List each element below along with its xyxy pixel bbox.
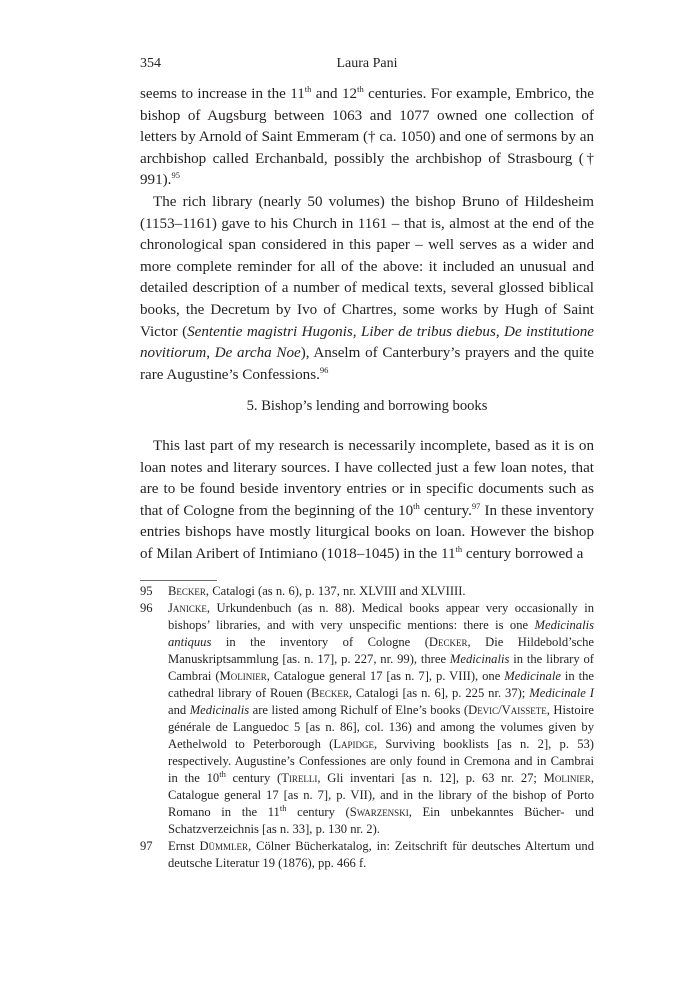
text: , Catalogi (as n. 6), p. 137, nr. XLVIII and XLVIIII. (205, 584, 466, 598)
text: and 12 (311, 86, 358, 102)
author-name: Dümmler (199, 839, 249, 853)
text: , Gli inventari [as n. 12], p. 63 nr. 27; (317, 771, 544, 785)
text: In these inventory entries bishops have mostly liturgical books on loan. However the bishop of Milan Aribert of Intimiano (1018–1045) in the 11 (140, 502, 594, 562)
work-title: Liber de tribus diebus (360, 323, 496, 340)
work-title: Medicinale I (529, 686, 594, 700)
text: , Surviving booklists [as n. 2], p. 53) respectively. Augustine’s Confessiones are only found in Cremona and in Cambrai in the 10 (168, 737, 594, 785)
text: Ernst (168, 839, 200, 853)
author-name: Molinier (219, 669, 267, 683)
footnote-97 (140, 838, 594, 872)
text: in the cathedral library of Rouen ( (168, 669, 595, 700)
paragraph-2 (140, 192, 594, 386)
work-title: Sententie magistri Hugonis (187, 323, 353, 340)
author-name: Becker (310, 686, 349, 700)
page-number: 354 (140, 56, 161, 71)
text: and (168, 703, 190, 717)
ordinal-suffix: th (455, 543, 463, 554)
paragraph-3 (140, 436, 594, 566)
work-title: Medicinalis (449, 652, 510, 666)
author-name: Lapidge (333, 737, 375, 751)
ordinal-suffix: th (279, 802, 287, 813)
text: in the library of Cambrai ( (168, 652, 594, 683)
section-heading: 5. Bishop’s lending and borrowing books (246, 398, 488, 414)
body-text (140, 84, 594, 386)
text: century borrowed a (462, 545, 584, 562)
running-head (140, 56, 594, 74)
author-name: Becker (168, 584, 206, 598)
text: ), Anselm of Canterbury’s prayers and the quite rare Augustine’s Confessions. (140, 345, 594, 383)
author-name: Molinier (543, 771, 591, 785)
footnote-ref-95[interactable]: 95 (171, 170, 180, 181)
ordinal-suffix: th (304, 83, 312, 94)
text: , Die Hildebold’sche Manuskriptsammlung [as. n. 17], p. 227, nr. 99), three (168, 635, 594, 666)
text: , Catalogue general 17 [as n. 7], p. VII), and in the library of the bishop of Porto Romano in the 11 (168, 771, 594, 819)
text: century ( (286, 805, 350, 819)
author-name: Devic/Vaissete (468, 703, 547, 717)
work-title: Medicinale (504, 669, 561, 683)
text: , Urkundenbuch (as n. 88). Medical books appear very occasionally in bishops’ libraries, and with very unspecific mentions: there is one (168, 601, 594, 632)
section-body (140, 436, 594, 566)
text: century. (419, 502, 472, 519)
footnote-ref-96[interactable]: 96 (319, 364, 329, 375)
work-title: Medicinalis antiquus (168, 618, 594, 649)
text: , (206, 345, 215, 362)
ordinal-suffix: th (413, 500, 420, 511)
text: , (352, 323, 361, 340)
ordinal-suffix: th (219, 768, 226, 779)
footnote-95 (140, 583, 594, 600)
footnote-number: 95 (140, 584, 153, 598)
text: century ( (225, 771, 282, 785)
text: , Catalogue general 17 [as n. 7], p. VIII), one (266, 669, 505, 683)
author-name: Swarzenski (349, 805, 409, 819)
text: The rich library (nearly 50 volumes) the bishop Bruno of Hildesheim (1153–1161) gave to his Church in 1161 – that is, almost at the end of the chronological span considered in this paper – well serves as a wider and more complete reminder for all of the above: it included an unusual and detailed description of a number of medical texts, several glossed biblical books, the Decretum by Ivo of Chartres, some works by Hugh of Saint Victor ( (140, 193, 594, 340)
ordinal-suffix: th (357, 83, 364, 94)
text: , Ein unbekanntes Bücher- und Schatzverzeichnis [as n. 33], p. 130 nr. 2). (168, 805, 594, 836)
work-title: De archa Noe (214, 345, 301, 362)
text: , Cölner Bücherkatalog, in: Zeitschrift für deutsches Altertum und deutsche Literatur 19 (1876), pp. 466 f. (168, 839, 594, 870)
footnote-number: 96 (140, 601, 153, 615)
text: , (495, 323, 505, 340)
author-name: Janicke (168, 601, 207, 615)
text: seems to increase in the 11 (140, 86, 305, 102)
text: , Catalogi [as n. 6], p. 225 nr. 37); (348, 686, 530, 700)
footnote-ref-97[interactable]: 97 (471, 500, 481, 511)
text: centuries. For example, Embrico, the bishop of Augsburg between 1063 and 1077 owned one collection of letters by Arnold of Saint Emmeram († ca. 1050) and one of sermons by an archbishop called Erchanbald, possibly the archbishop of Strasbourg († 991). (140, 86, 594, 189)
footnote-96 (140, 600, 594, 838)
footnotes (140, 583, 594, 872)
author-name: Tirelli (281, 771, 318, 785)
text: This last part of my research is necessarily incomplete, based as it is on loan notes and literary sources. I have collected just a few loan notes, that are to be found beside inventory entries or in specific documents such as that of Cologne from the beginning of the 10 (140, 438, 594, 519)
text: are listed among Richulf of Elne’s books ( (249, 703, 469, 717)
footnote-separator (140, 580, 217, 581)
running-author: Laura Pani (336, 56, 398, 71)
text: , Histoire générale de Languedoc 5 [as n. 86], col. 136) and among the volumes given by Aethelwold to Peterborough ( (168, 703, 594, 751)
work-title: De institutione novitiorum (140, 323, 594, 362)
text: in the inventory of Cologne ( (211, 635, 429, 649)
footnote-number: 97 (140, 839, 153, 853)
author-name: Decker (428, 635, 468, 649)
work-title: Medicinalis (189, 703, 250, 717)
paragraph-1 (140, 84, 594, 192)
